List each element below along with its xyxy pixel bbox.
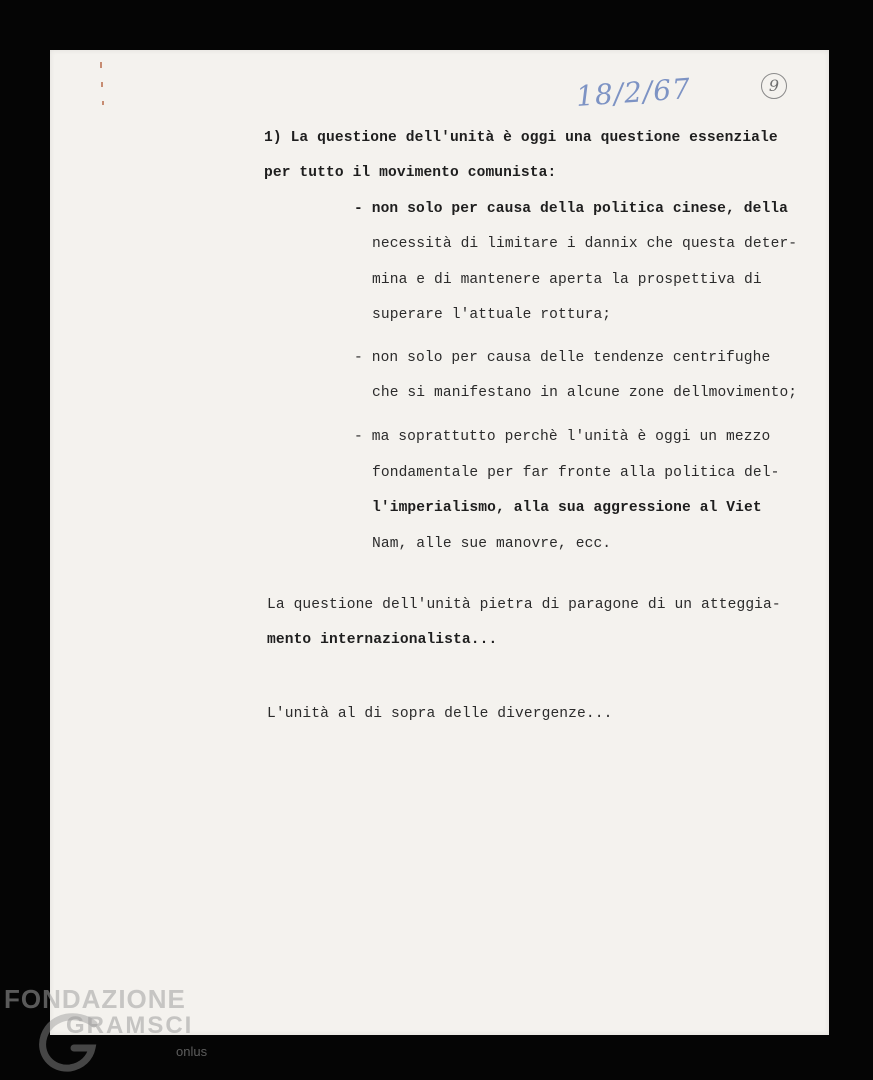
text-line: l'imperialismo, alla sua aggressione al Viet [372,500,762,516]
margin-mark [101,82,103,87]
text-line: L'unità al di sopra delle divergenze... [267,706,613,722]
text-line: necessità di limitare i dannix che questa deter- [372,236,798,252]
bullet-line: - non solo per causa delle tendenze centrifughe [354,350,771,366]
text-line: superare l'attuale rottura; [372,307,612,323]
margin-mark [100,62,102,68]
logo-text-line1: FONDAZIONE [4,984,186,1014]
text-line: mina e di mantenere aperta la prospettiva di [372,272,762,288]
handwritten-date: 18/2/67 [574,72,692,113]
text-line: 1) La questione dell'unità è oggi una questione essenziale [264,130,778,146]
page-number: 9 [761,73,787,99]
fondazione-gramsci-logo [4,984,219,1080]
text-line: Nam, alle sue manovre, ecc. [372,536,612,552]
margin-mark [102,101,104,105]
text-line: mento internazionalista... [267,632,498,648]
text-line: fondamentale per far fronte alla politica del- [372,465,780,481]
logo-text-line3: onlus [176,1044,208,1059]
text-line: La questione dell'unità pietra di paragone di un atteggia- [267,597,781,613]
bullet-line: - ma soprattutto perchè l'unità è oggi un mezzo [354,429,771,445]
text-line: per tutto il movimento comunista: [264,165,557,181]
bullet-line: - non solo per causa della politica cinese, della [354,201,789,217]
text-line: che si manifestano in alcune zone dellmovimento; [372,385,798,401]
logo-text-line2: GRAMSCI [66,1012,194,1039]
